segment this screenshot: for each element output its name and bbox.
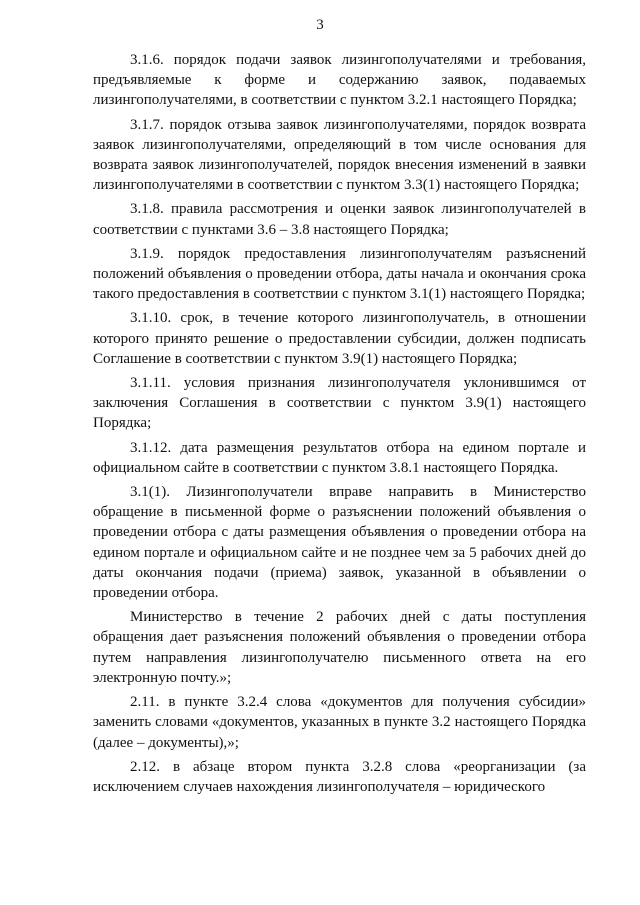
paragraph-3-1-6: 3.1.6. порядок подачи заявок лизингополучателями и требования, предъявляемые к форме и содержанию заявок, подаваемых лизингополучателями, в соответствии с пунктом 3.2.1 настоящего Порядка; <box>93 52 586 109</box>
paragraph-2-11: 2.11. в пункте 3.2.4 слова «документов для получения субсидии» заменить словами «документов, указанных в пункте 3.2 настоящего Порядка (далее – документы),»; <box>93 694 586 751</box>
paragraph-3-1-8: 3.1.8. правила рассмотрения и оценки заявок лизингополучателей в соответствии с пунктами 3.6 – 3.8 настоящего Порядка; <box>93 201 586 238</box>
paragraph-3-1-11: 3.1.11. условия признания лизингополучателя уклонившимся от заключения Соглашения в соответствии с пунктом 3.9(1) настоящего Порядка; <box>93 375 586 432</box>
paragraph-3-1-9: 3.1.9. порядок предоставления лизингополучателям разъяснений положений объявления о проведении отбора, даты начала и окончания срока такого предоставления в соответствии с пунктом 3.1(1) настоящего Порядка; <box>93 245 586 303</box>
paragraph-3-1-7: 3.1.7. порядок отзыва заявок лизингополучателями, порядок возврата заявок лизингополучателями, определяющий в том числе основания для возврата заявок лизингополучателей, порядок внесения изменений в заявки лизингополучателями в соответствии с пунктом 3.3(1) настоящего Порядка; <box>93 116 586 194</box>
page-number: 3 <box>316 17 324 33</box>
paragraph-2-12: 2.12. в абзаце втором пункта 3.2.8 слова «реорганизации (за исключением случаев нахождения лизингополучателя – юридического <box>93 758 586 795</box>
paragraph-3-1-12: 3.1.12. дата размещения результатов отбора на едином портале и официальном сайте в соответствии с пунктом 3.8.1 настоящего Порядка. <box>93 439 586 476</box>
paragraph-ministry-response: Министерство в течение 2 рабочих дней с даты поступления обращения дает разъяснения положений объявления о проведении отбора путем направления лизингополучателю письменного ответа на его электронную почту.»; <box>93 609 586 686</box>
paragraph-3-1-10: 3.1.10. срок, в течение которого лизингополучатель, в отношении которого принято решение о предоставлении субсидии, должен подписать Соглашение в соответствии с пунктом 3.9(1) настоящего Порядка; <box>93 310 586 367</box>
document-body <box>93 50 586 801</box>
paragraph-3-1-1: 3.1(1). Лизингополучатели вправе направить в Министерство обращение в письменной форме о разъяснении положений объявления о проведении отбора с даты размещения объявления о проведении отбора на едином портале и официальном сайте и не позднее чем за 5 рабочих дней до даты окончания подачи (приема) заявок, указанной в объявлении о проведении отбора. <box>93 484 586 602</box>
